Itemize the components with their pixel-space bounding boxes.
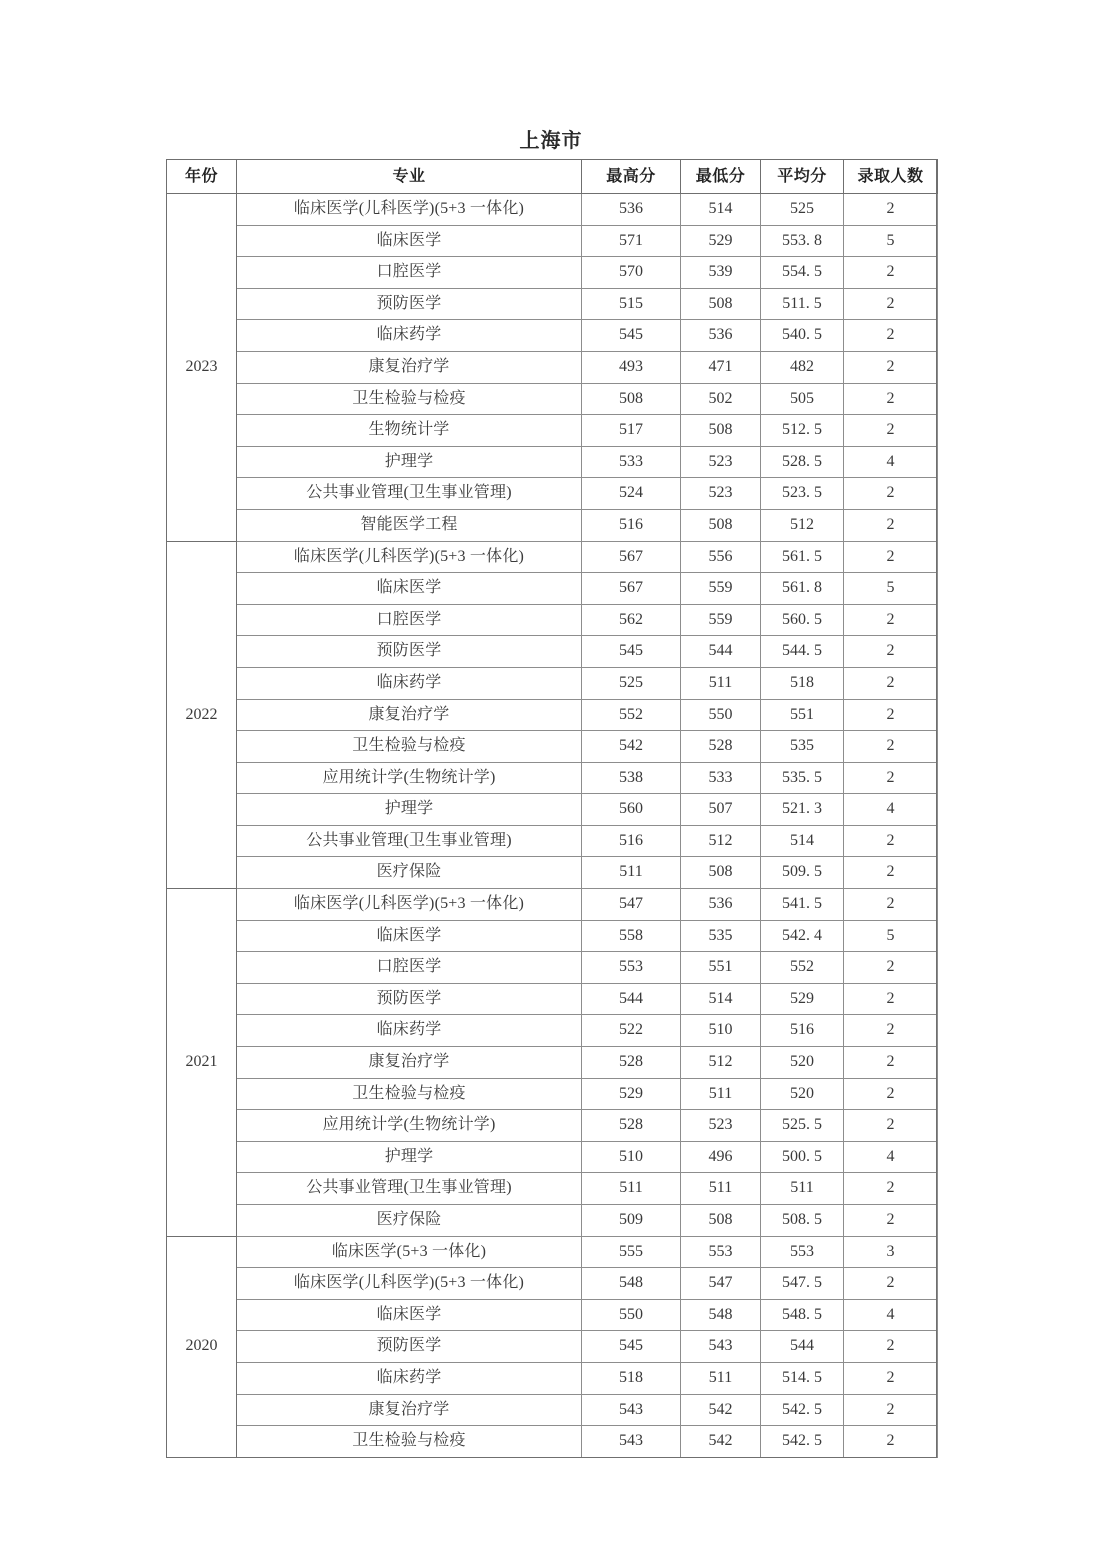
avg-score-cell: 552 [761, 952, 844, 984]
major-cell: 康复治疗学 [237, 1394, 582, 1426]
admitted-count-cell: 4 [844, 794, 938, 826]
admitted-count-cell: 2 [844, 194, 938, 226]
min-score-cell: 544 [681, 636, 761, 668]
table-row [167, 351, 938, 383]
avg-score-cell: 561. 8 [761, 573, 844, 605]
admitted-count-cell: 2 [844, 667, 938, 699]
admitted-count-cell: 2 [844, 952, 938, 984]
max-score-cell: 545 [582, 636, 681, 668]
admitted-count-cell: 2 [844, 1173, 938, 1205]
table-row [167, 699, 938, 731]
admitted-count-cell: 2 [844, 351, 938, 383]
avg-score-cell: 528. 5 [761, 446, 844, 478]
max-score-cell: 562 [582, 604, 681, 636]
avg-score-cell: 516 [761, 1015, 844, 1047]
table-row [167, 1236, 938, 1268]
table-row [167, 194, 938, 226]
table-row [167, 825, 938, 857]
admitted-count-cell: 2 [844, 509, 938, 541]
min-score-cell: 508 [681, 509, 761, 541]
table-row [167, 1299, 938, 1331]
min-score-cell: 510 [681, 1015, 761, 1047]
avg-score-cell: 525. 5 [761, 1110, 844, 1142]
major-cell: 口腔医学 [237, 952, 582, 984]
min-score-cell: 523 [681, 1110, 761, 1142]
major-cell: 临床药学 [237, 320, 582, 352]
table-body [167, 194, 938, 1458]
major-cell: 预防医学 [237, 1331, 582, 1363]
major-cell: 口腔医学 [237, 604, 582, 636]
admitted-count-cell: 2 [844, 1078, 938, 1110]
min-score-cell: 523 [681, 478, 761, 510]
major-cell: 口腔医学 [237, 257, 582, 289]
admitted-count-cell: 2 [844, 288, 938, 320]
major-cell: 医疗保险 [237, 857, 582, 889]
min-score-cell: 511 [681, 1173, 761, 1205]
min-score-cell: 536 [681, 320, 761, 352]
min-score-cell: 508 [681, 415, 761, 447]
max-score-cell: 510 [582, 1141, 681, 1173]
max-score-cell: 533 [582, 446, 681, 478]
major-cell: 智能医学工程 [237, 509, 582, 541]
major-cell: 卫生检验与检疫 [237, 383, 582, 415]
min-score-cell: 535 [681, 920, 761, 952]
avg-score-cell: 548. 5 [761, 1299, 844, 1331]
table-row [167, 920, 938, 952]
max-score-cell: 548 [582, 1268, 681, 1300]
major-cell: 护理学 [237, 1141, 582, 1173]
table-row [167, 1015, 938, 1047]
score-table-container [166, 159, 937, 1458]
max-score-cell: 528 [582, 1047, 681, 1079]
avg-score-cell: 508. 5 [761, 1205, 844, 1237]
column-header-avg-score: 平均分 [761, 160, 844, 194]
avg-score-cell: 520 [761, 1078, 844, 1110]
major-cell: 应用统计学(生物统计学) [237, 762, 582, 794]
table-row [167, 225, 938, 257]
table-row [167, 794, 938, 826]
major-cell: 公共事业管理(卫生事业管理) [237, 478, 582, 510]
table-row [167, 667, 938, 699]
column-header-admitted: 录取人数 [844, 160, 938, 194]
year-cell: 2020 [167, 1236, 237, 1457]
major-cell: 护理学 [237, 794, 582, 826]
avg-score-cell: 544 [761, 1331, 844, 1363]
major-cell: 预防医学 [237, 288, 582, 320]
min-score-cell: 548 [681, 1299, 761, 1331]
avg-score-cell: 547. 5 [761, 1268, 844, 1300]
year-cell: 2022 [167, 541, 237, 889]
avg-score-cell: 505 [761, 383, 844, 415]
max-score-cell: 555 [582, 1236, 681, 1268]
table-row [167, 1110, 938, 1142]
avg-score-cell: 560. 5 [761, 604, 844, 636]
max-score-cell: 508 [582, 383, 681, 415]
column-header-major: 专业 [237, 160, 582, 194]
avg-score-cell: 514. 5 [761, 1362, 844, 1394]
max-score-cell: 571 [582, 225, 681, 257]
min-score-cell: 559 [681, 604, 761, 636]
avg-score-cell: 514 [761, 825, 844, 857]
year-cell: 2021 [167, 889, 237, 1237]
min-score-cell: 528 [681, 731, 761, 763]
min-score-cell: 502 [681, 383, 761, 415]
admitted-count-cell: 2 [844, 1426, 938, 1458]
min-score-cell: 511 [681, 1078, 761, 1110]
column-header-min-score: 最低分 [681, 160, 761, 194]
avg-score-cell: 518 [761, 667, 844, 699]
min-score-cell: 529 [681, 225, 761, 257]
max-score-cell: 515 [582, 288, 681, 320]
avg-score-cell: 500. 5 [761, 1141, 844, 1173]
min-score-cell: 556 [681, 541, 761, 573]
table-row [167, 1205, 938, 1237]
min-score-cell: 542 [681, 1426, 761, 1458]
admitted-count-cell: 2 [844, 1268, 938, 1300]
major-cell: 卫生检验与检疫 [237, 1426, 582, 1458]
admitted-count-cell: 2 [844, 478, 938, 510]
major-cell: 临床医学(儿科医学)(5+3 一体化) [237, 541, 582, 573]
avg-score-cell: 551 [761, 699, 844, 731]
admitted-count-cell: 2 [844, 731, 938, 763]
avg-score-cell: 544. 5 [761, 636, 844, 668]
min-score-cell: 508 [681, 288, 761, 320]
max-score-cell: 552 [582, 699, 681, 731]
admitted-count-cell: 2 [844, 1015, 938, 1047]
major-cell: 护理学 [237, 446, 582, 478]
min-score-cell: 471 [681, 351, 761, 383]
min-score-cell: 511 [681, 667, 761, 699]
max-score-cell: 558 [582, 920, 681, 952]
avg-score-cell: 542. 5 [761, 1426, 844, 1458]
max-score-cell: 516 [582, 509, 681, 541]
min-score-cell: 512 [681, 825, 761, 857]
max-score-cell: 545 [582, 1331, 681, 1363]
major-cell: 康复治疗学 [237, 1047, 582, 1079]
admitted-count-cell: 2 [844, 825, 938, 857]
table-row [167, 383, 938, 415]
avg-score-cell: 520 [761, 1047, 844, 1079]
major-cell: 预防医学 [237, 636, 582, 668]
max-score-cell: 570 [582, 257, 681, 289]
max-score-cell: 511 [582, 1173, 681, 1205]
table-row [167, 415, 938, 447]
avg-score-cell: 541. 5 [761, 889, 844, 921]
major-cell: 预防医学 [237, 983, 582, 1015]
major-cell: 临床医学 [237, 573, 582, 605]
min-score-cell: 496 [681, 1141, 761, 1173]
admitted-count-cell: 2 [844, 320, 938, 352]
min-score-cell: 543 [681, 1331, 761, 1363]
min-score-cell: 550 [681, 699, 761, 731]
min-score-cell: 507 [681, 794, 761, 826]
table-row [167, 1426, 938, 1458]
min-score-cell: 523 [681, 446, 761, 478]
avg-score-cell: 523. 5 [761, 478, 844, 510]
avg-score-cell: 542. 5 [761, 1394, 844, 1426]
admitted-count-cell: 2 [844, 257, 938, 289]
min-score-cell: 551 [681, 952, 761, 984]
admitted-count-cell: 2 [844, 1362, 938, 1394]
table-row [167, 604, 938, 636]
avg-score-cell: 482 [761, 351, 844, 383]
max-score-cell: 543 [582, 1394, 681, 1426]
max-score-cell: 553 [582, 952, 681, 984]
max-score-cell: 545 [582, 320, 681, 352]
min-score-cell: 508 [681, 1205, 761, 1237]
max-score-cell: 538 [582, 762, 681, 794]
avg-score-cell: 540. 5 [761, 320, 844, 352]
max-score-cell: 516 [582, 825, 681, 857]
table-row [167, 952, 938, 984]
table-row [167, 1047, 938, 1079]
avg-score-cell: 553. 8 [761, 225, 844, 257]
major-cell: 康复治疗学 [237, 699, 582, 731]
max-score-cell: 544 [582, 983, 681, 1015]
table-row [167, 1394, 938, 1426]
min-score-cell: 514 [681, 983, 761, 1015]
avg-score-cell: 529 [761, 983, 844, 1015]
table-row [167, 446, 938, 478]
admitted-count-cell: 2 [844, 699, 938, 731]
major-cell: 临床医学(5+3 一体化) [237, 1236, 582, 1268]
table-row [167, 573, 938, 605]
admitted-count-cell: 2 [844, 1047, 938, 1079]
table-header [167, 160, 938, 194]
table-row [167, 320, 938, 352]
major-cell: 临床医学 [237, 225, 582, 257]
admitted-count-cell: 5 [844, 225, 938, 257]
max-score-cell: 517 [582, 415, 681, 447]
table-row [167, 1362, 938, 1394]
admitted-count-cell: 2 [844, 1110, 938, 1142]
admitted-count-cell: 3 [844, 1236, 938, 1268]
year-cell: 2023 [167, 194, 237, 542]
max-score-cell: 524 [582, 478, 681, 510]
table-row [167, 1331, 938, 1363]
major-cell: 医疗保险 [237, 1205, 582, 1237]
admitted-count-cell: 2 [844, 1331, 938, 1363]
major-cell: 临床药学 [237, 1362, 582, 1394]
table-row [167, 731, 938, 763]
min-score-cell: 539 [681, 257, 761, 289]
min-score-cell: 559 [681, 573, 761, 605]
avg-score-cell: 542. 4 [761, 920, 844, 952]
max-score-cell: 547 [582, 889, 681, 921]
avg-score-cell: 512. 5 [761, 415, 844, 447]
table-row [167, 1173, 938, 1205]
admitted-count-cell: 2 [844, 1205, 938, 1237]
min-score-cell: 514 [681, 194, 761, 226]
max-score-cell: 543 [582, 1426, 681, 1458]
max-score-cell: 522 [582, 1015, 681, 1047]
admitted-count-cell: 4 [844, 1299, 938, 1331]
min-score-cell: 511 [681, 1362, 761, 1394]
major-cell: 卫生检验与检疫 [237, 1078, 582, 1110]
avg-score-cell: 554. 5 [761, 257, 844, 289]
min-score-cell: 512 [681, 1047, 761, 1079]
table-row [167, 1078, 938, 1110]
avg-score-cell: 561. 5 [761, 541, 844, 573]
major-cell: 临床医学(儿科医学)(5+3 一体化) [237, 194, 582, 226]
avg-score-cell: 535 [761, 731, 844, 763]
table-header-row [167, 160, 938, 194]
max-score-cell: 509 [582, 1205, 681, 1237]
max-score-cell: 511 [582, 857, 681, 889]
avg-score-cell: 553 [761, 1236, 844, 1268]
admitted-count-cell: 2 [844, 541, 938, 573]
table-row [167, 509, 938, 541]
admitted-count-cell: 2 [844, 383, 938, 415]
admitted-count-cell: 5 [844, 573, 938, 605]
avg-score-cell: 535. 5 [761, 762, 844, 794]
major-cell: 临床药学 [237, 1015, 582, 1047]
max-score-cell: 567 [582, 573, 681, 605]
major-cell: 临床医学(儿科医学)(5+3 一体化) [237, 889, 582, 921]
major-cell: 临床医学(儿科医学)(5+3 一体化) [237, 1268, 582, 1300]
admitted-count-cell: 2 [844, 604, 938, 636]
major-cell: 康复治疗学 [237, 351, 582, 383]
table-row [167, 541, 938, 573]
avg-score-cell: 525 [761, 194, 844, 226]
major-cell: 临床药学 [237, 667, 582, 699]
admitted-count-cell: 2 [844, 415, 938, 447]
min-score-cell: 553 [681, 1236, 761, 1268]
table-row [167, 1268, 938, 1300]
max-score-cell: 493 [582, 351, 681, 383]
max-score-cell: 550 [582, 1299, 681, 1331]
table-row [167, 288, 938, 320]
max-score-cell: 525 [582, 667, 681, 699]
major-cell: 应用统计学(生物统计学) [237, 1110, 582, 1142]
admitted-count-cell: 2 [844, 636, 938, 668]
admitted-count-cell: 2 [844, 1394, 938, 1426]
min-score-cell: 542 [681, 1394, 761, 1426]
max-score-cell: 542 [582, 731, 681, 763]
min-score-cell: 536 [681, 889, 761, 921]
avg-score-cell: 512 [761, 509, 844, 541]
admitted-count-cell: 5 [844, 920, 938, 952]
table-row [167, 636, 938, 668]
max-score-cell: 567 [582, 541, 681, 573]
major-cell: 公共事业管理(卫生事业管理) [237, 1173, 582, 1205]
avg-score-cell: 511 [761, 1173, 844, 1205]
table-row [167, 1141, 938, 1173]
table-row [167, 478, 938, 510]
avg-score-cell: 521. 3 [761, 794, 844, 826]
min-score-cell: 547 [681, 1268, 761, 1300]
admitted-count-cell: 4 [844, 1141, 938, 1173]
avg-score-cell: 509. 5 [761, 857, 844, 889]
column-header-max-score: 最高分 [582, 160, 681, 194]
admitted-count-cell: 2 [844, 762, 938, 794]
min-score-cell: 508 [681, 857, 761, 889]
admitted-count-cell: 2 [844, 857, 938, 889]
max-score-cell: 529 [582, 1078, 681, 1110]
min-score-cell: 533 [681, 762, 761, 794]
max-score-cell: 518 [582, 1362, 681, 1394]
table-row [167, 257, 938, 289]
admitted-count-cell: 2 [844, 889, 938, 921]
admission-score-table [166, 159, 938, 1458]
table-row [167, 889, 938, 921]
table-row [167, 762, 938, 794]
column-header-year: 年份 [167, 160, 237, 194]
major-cell: 公共事业管理(卫生事业管理) [237, 825, 582, 857]
table-row [167, 983, 938, 1015]
major-cell: 生物统计学 [237, 415, 582, 447]
table-row [167, 857, 938, 889]
admitted-count-cell: 2 [844, 983, 938, 1015]
major-cell: 临床医学 [237, 920, 582, 952]
page-title: 上海市 [519, 130, 583, 152]
max-score-cell: 528 [582, 1110, 681, 1142]
major-cell: 卫生检验与检疫 [237, 731, 582, 763]
max-score-cell: 560 [582, 794, 681, 826]
avg-score-cell: 511. 5 [761, 288, 844, 320]
major-cell: 临床医学 [237, 1299, 582, 1331]
admitted-count-cell: 4 [844, 446, 938, 478]
max-score-cell: 536 [582, 194, 681, 226]
